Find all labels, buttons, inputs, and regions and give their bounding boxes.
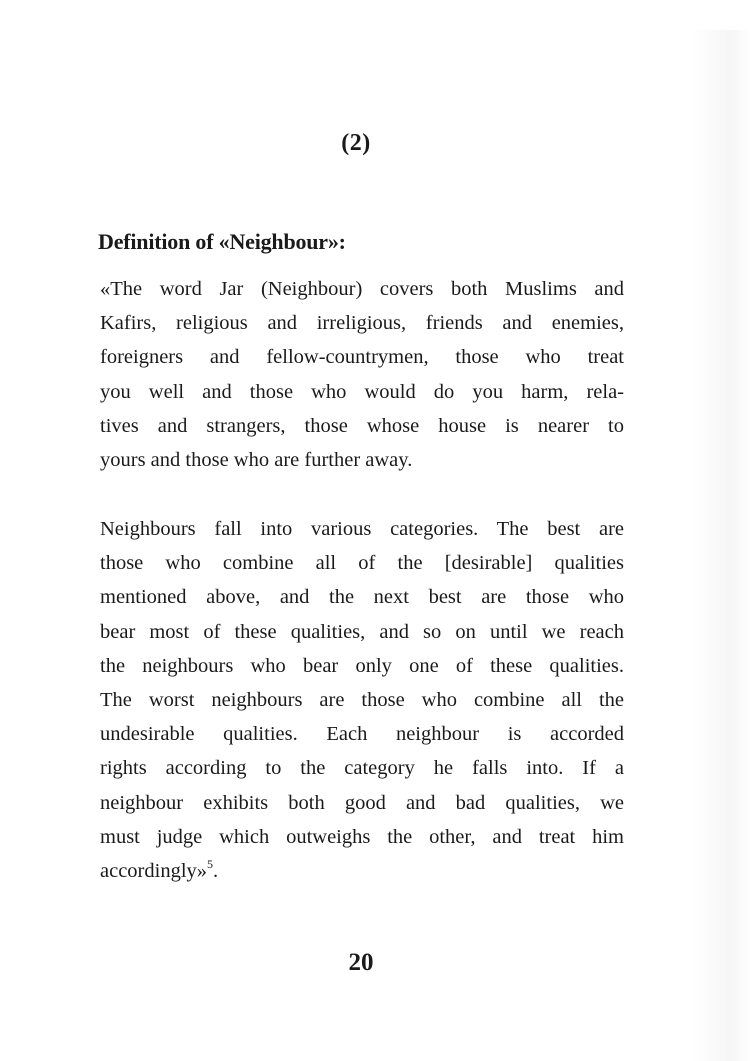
text-line: the neighbours who bear only one of these qualities. xyxy=(100,654,624,677)
text-line: you well and those who would do you harm, rela- xyxy=(100,380,624,403)
section-heading: Definition of «Neighbour»: xyxy=(98,229,346,254)
trailing-punctuation: . xyxy=(213,860,219,883)
text-line-final xyxy=(100,854,630,888)
text-line: «The word Jar (Neighbour) covers both Muslims and xyxy=(100,278,624,300)
text-line: those who combine all of the [desirable] qualities xyxy=(100,552,624,575)
text-line: mentioned above, and the next best are those who xyxy=(100,586,624,609)
text-line: tives and strangers, those whose house is nearer to xyxy=(100,414,624,437)
chapter-number: (2) xyxy=(341,130,371,156)
page-edge-shadow xyxy=(690,30,750,1061)
text-line: must judge which outweighs the other, and treat him xyxy=(100,825,624,848)
text-line: foreigners and fellow-countrymen, those who treat xyxy=(100,346,624,369)
text-line: Neighbours fall into various categories. The best are xyxy=(100,518,624,540)
text-line: undesirable qualities. Each neighbour is accorded xyxy=(100,723,624,746)
page-number: 20 xyxy=(348,949,374,976)
text-line: bear most of these qualities, and so on until we reach xyxy=(100,620,624,643)
text-line: The worst neighbours are those who combine all the xyxy=(100,689,624,712)
text-line: Kafirs, religious and irreligious, friends and enemies, xyxy=(100,312,624,335)
text-line: neighbour exhibits both good and bad qualities, we xyxy=(100,791,624,814)
text-line: yours and those who are further away. xyxy=(100,449,413,472)
text-line: rights according to the category he falls into. If a xyxy=(100,757,624,780)
text-line: accordingly» xyxy=(100,860,208,883)
paragraph-1 xyxy=(100,272,630,477)
paragraph-2 xyxy=(100,512,630,888)
footnote-reference: 5 xyxy=(207,857,214,872)
